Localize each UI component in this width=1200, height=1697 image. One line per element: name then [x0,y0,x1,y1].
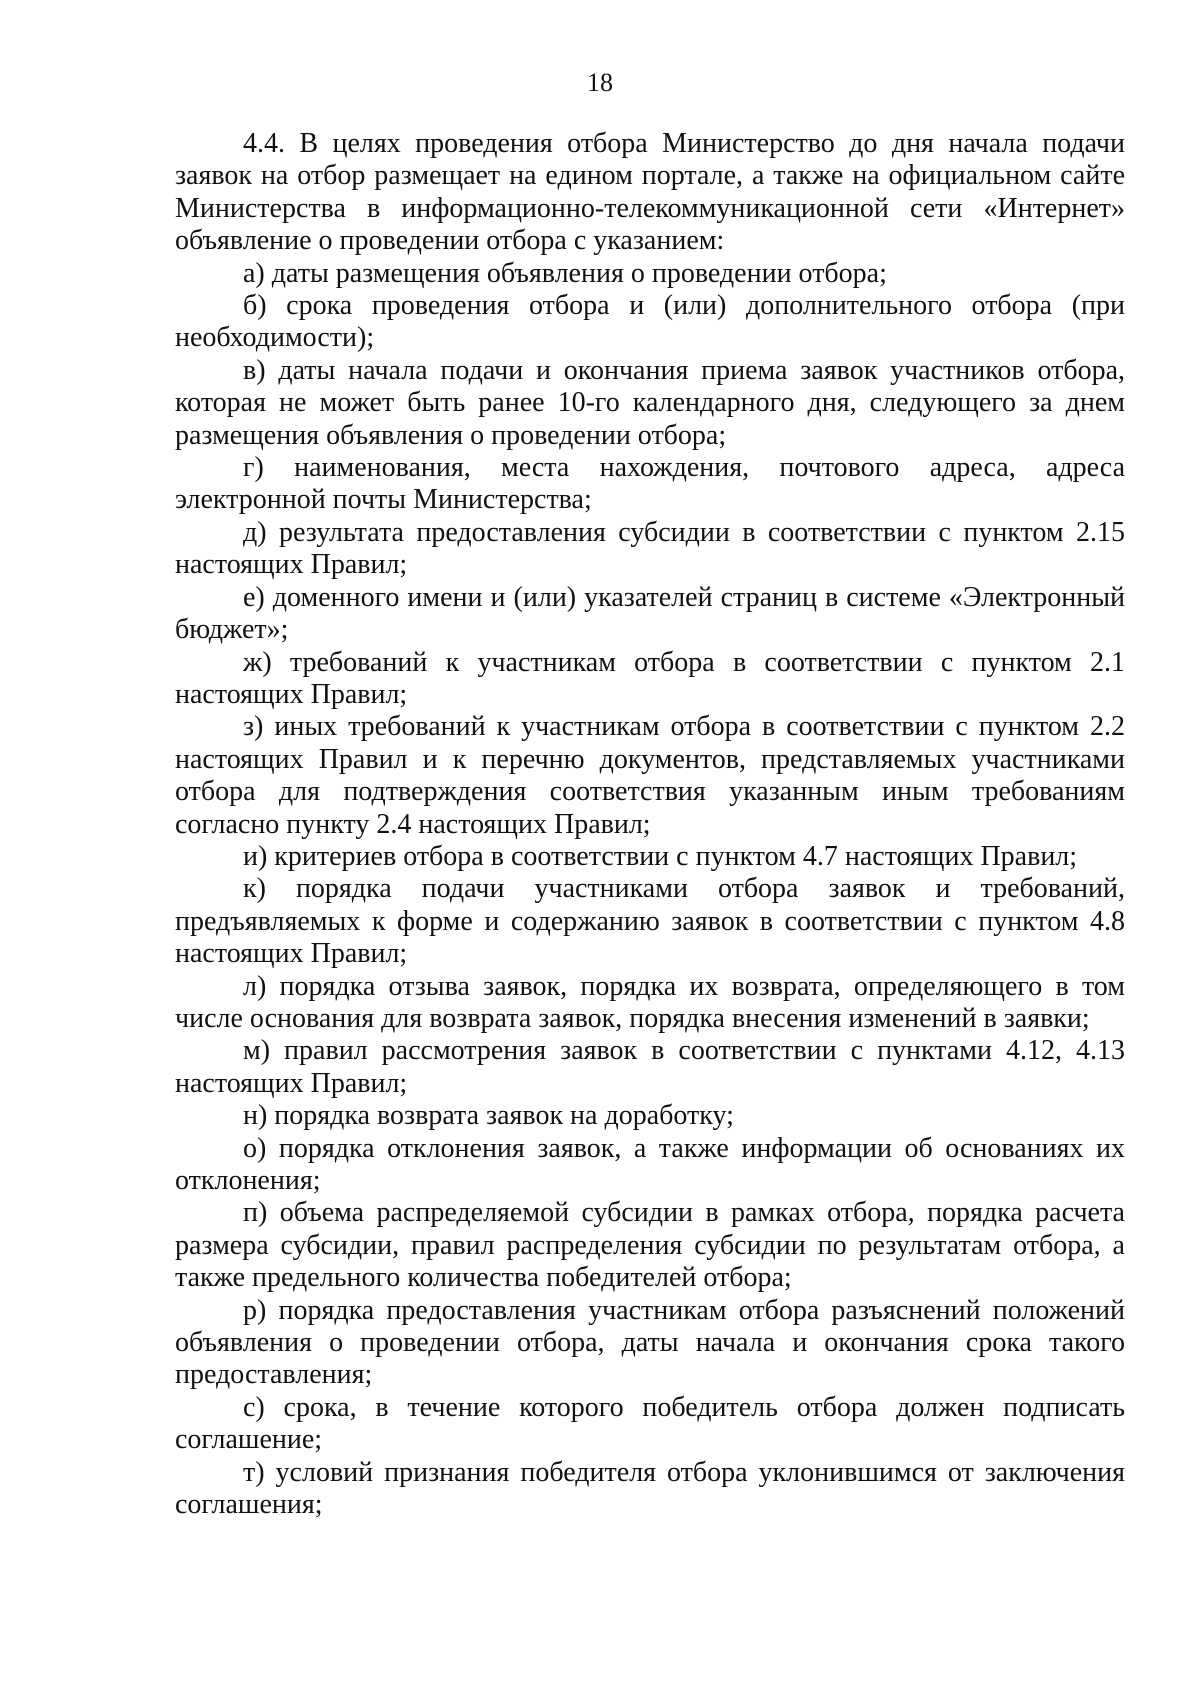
list-item-r: р) порядка предоставления участникам отбора разъяснений положений объявления о проведении отбора, даты начала и окончания срока такого предоставления; [175,1294,1125,1391]
page-number: 18 [587,68,613,97]
list-item-m: м) правил рассмотрения заявок в соответствии с пунктами 4.12, 4.13 настоящих Правил; [175,1035,1125,1099]
list-item-b: б) срока проведения отбора и (или) дополнительного отбора (при необходимости); [175,290,1125,354]
paragraph-4-4: 4.4. В целях проведения отбора Министерство до дня начала подачи заявок на отбор размещает на едином портале, а также на официальном сайте Министерства в информационно-телекоммуникационной сети «Интернет» объявление о проведении отбора с указанием: [175,128,1125,257]
list-item-z: з) иных требований к участникам отбора в соответствии с пунктом 2.2 настоящих Правил и к перечню документов, представляемых участниками отбора для подтверждения соответствия указанным иным требованиям согласно пункту 2.4 настоящих Правил; [175,711,1125,840]
list-item-d: д) результата предоставления субсидии в соответствии с пунктом 2.15 настоящих Правил; [175,516,1125,581]
list-item-l: л) порядка отзыва заявок, порядка их возврата, определяющего в том числе основания для возврата заявок, порядка внесения изменений в заявки; [175,970,1125,1034]
list-item-g: г) наименования, места нахождения, почтового адреса, адреса электронной почты Министерства; [175,452,1125,516]
list-item-zh: ж) требований к участникам отбора в соответствии с пунктом 2.1 настоящих Правил; [175,646,1125,710]
list-item-s: с) срока, в течение которого победитель отбора должен подписать соглашение; [175,1391,1125,1456]
list-item-a: а) даты размещения объявления о проведении отбора; [243,257,887,289]
document-body [175,128,1125,1521]
list-item-o: о) порядка отклонения заявок, а также информации об основаниях их отклонения; [175,1132,1125,1196]
list-item-t: т) условий признания победителя отбора уклонившимся от заключения соглашения; [175,1456,1125,1521]
list-item-e: е) доменного имени и (или) указателей страниц в системе «Электронный бюджет»; [175,581,1125,646]
list-item-i: и) критериев отбора в соответствии с пунктом 4.7 настоящих Правил; [243,840,1078,872]
list-item-p: п) объема распределяемой субсидии в рамках отбора, порядка расчета размера субсидии, правил распределения субсидии по результатам отбора, а также предельного количества победителей отбора; [175,1197,1125,1294]
list-item-v: в) даты начала подачи и окончания приема заявок участников отбора, которая не может быть ранее 10-го календарного дня, следующего за днем размещения объявления о проведении отбора; [175,354,1125,451]
list-item-n: н) порядка возврата заявок на доработку; [243,1100,734,1132]
list-item-k: к) порядка подачи участниками отбора заявок и требований, предъявляемых к форме и содержанию заявок в соответствии с пунктом 4.8 настоящих Правил; [175,873,1125,970]
